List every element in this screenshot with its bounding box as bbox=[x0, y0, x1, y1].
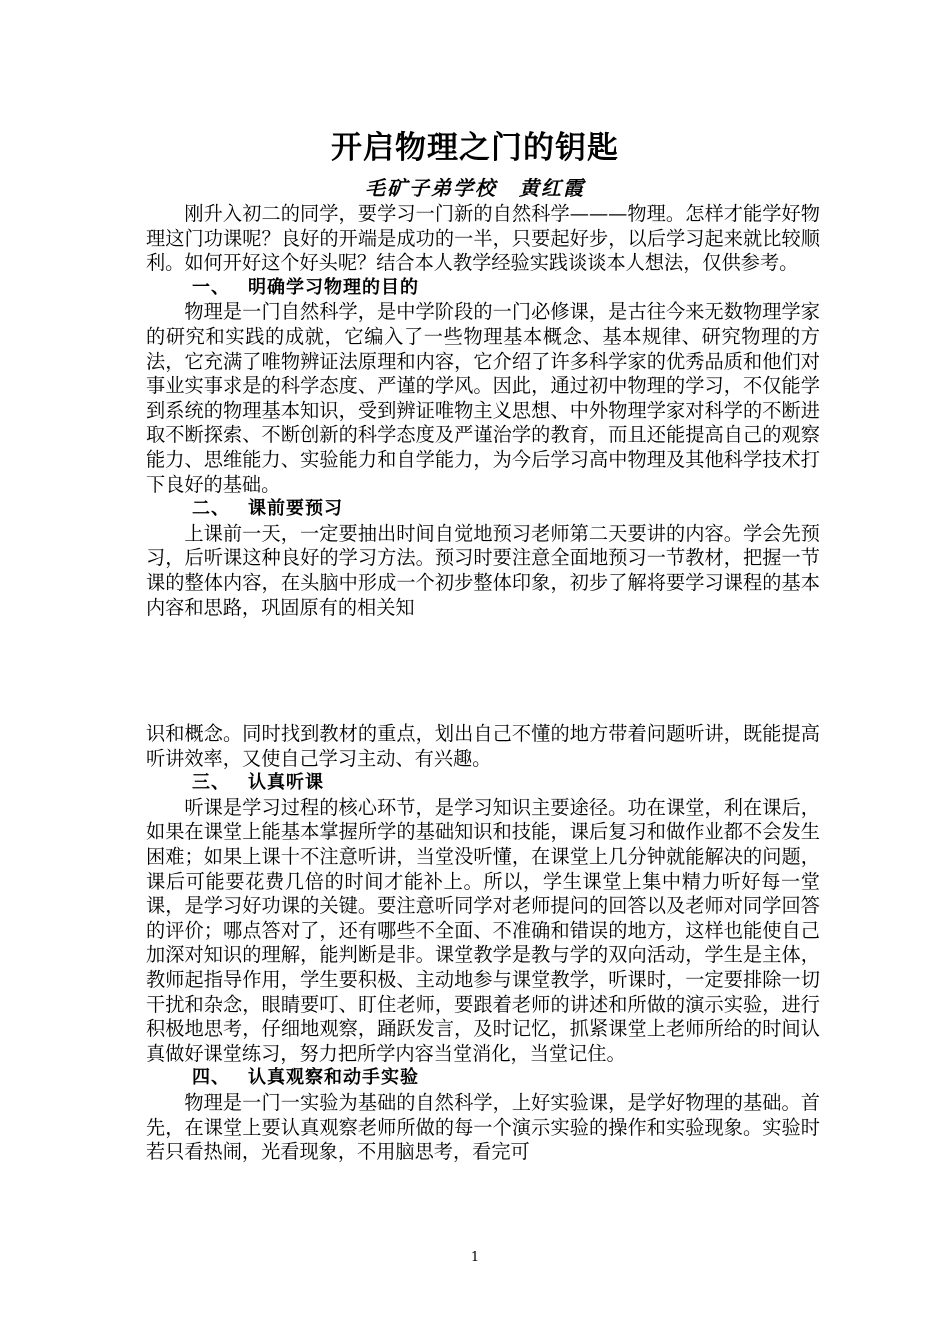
section-paragraph-2-continued: 识和概念。同时找到教材的重点，划出自己不懂的地方带着问题听讲，既能提高听讲效率，又使自己学习主动、有兴趣。 bbox=[146, 722, 820, 770]
section-number-2: 二、 bbox=[192, 498, 230, 520]
section-title-4: 认真观察和动手实验 bbox=[248, 1067, 419, 1089]
document-title: 开启物理之门的钥匙 bbox=[331, 130, 619, 166]
author-line: 毛矿子弟学校 黄红霞 bbox=[365, 176, 585, 200]
section-number-4: 四、 bbox=[192, 1067, 230, 1089]
section-title-3: 认真听课 bbox=[248, 772, 324, 794]
section-title-2: 课前要预习 bbox=[248, 498, 343, 520]
section-paragraph-1: 物理是一门自然科学，是中学阶段的一门必修课，是古往今来无数物理学家的研究和实践的成就，它编入了一些物理基本概念、基本规律、研究物理的方法，它充满了唯物辨证法原理和内容，它介绍了许多科学家的优秀品质和他们对事业实事求是的科学态度、严谨的学风。因此，通过初中物理的学习，不仅能学到系统的物理基本知识，受到辨证唯物主义思想、中外物理学家对科学的不断进取不断探索、不断创新的科学态度及严谨治学的教育，而且还能提高自己的观察能力、思维能力、实验能力和自学能力，为今后学习高中物理及其他科学技术打下良好的基础。 bbox=[146, 300, 820, 496]
section-heading-4 bbox=[146, 1066, 820, 1091]
section-number-3: 三、 bbox=[192, 772, 230, 794]
section-heading-3 bbox=[146, 771, 820, 796]
text-block-lower bbox=[146, 722, 820, 1165]
intro-paragraph: 刚升入初二的同学，要学习一门新的自然科学———物理。怎样才能学好物理这门功课呢？良好的开端是成功的一半，只要起好步，以后学习起来就比较顺利。如何开好这个好头呢？结合本人教学经验实践谈谈本人想法，仅供参考。 bbox=[146, 202, 820, 275]
text-block-upper bbox=[146, 202, 820, 620]
section-paragraph-4: 物理是一门一实验为基础的自然科学，上好实验课，是学好物理的基础。首先，在课堂上要认真观察老师所做的每一个演示实验的操作和实验现象。实验时若只看热闹，光看现象，不用脑思考，看完可 bbox=[146, 1090, 820, 1164]
section-heading-2 bbox=[146, 497, 820, 522]
section-paragraph-2: 上课前一天，一定要抽出时间自觉地预习老师第二天要讲的内容。学会先预习，后听课这种良好的学习方法。预习时要注意全面地预习一节教材，把握一节课的整体内容，在头脑中形成一个初步整体印象，初步了解将要学习课程的基本内容和思路，巩固原有的相关知 bbox=[146, 521, 820, 619]
section-title-1: 明确学习物理的目的 bbox=[248, 276, 419, 298]
section-number-1: 一、 bbox=[192, 276, 230, 298]
section-paragraph-3: 听课是学习过程的核心环节，是学习知识主要途径。功在课堂，利在课后，如果在课堂上能基本掌握所学的基础知识和技能，课后复习和做作业都不会发生困难；如果上课十不注意听讲，当堂没听懂，在课堂上几分钟就能解决的问题，课后可能要花费几倍的时间才能补上。所以，学生课堂上集中精力听好每一堂课，是学习好功课的关键。要注意听同学对老师提问的回答以及老师对同学回答的评价；哪点答对了，还有哪些不全面、不准确和错误的地方，这样也能使自己加深对知识的理解，能判断是非。课堂教学是教与学的双向活动，学生是主体，教师起指导作用，学生要积极、主动地参与课堂教学，听课时，一定要排除一切干扰和杂念，眼睛要叮、盯住老师，要跟着老师的讲述和所做的演示实验，进行积极地思考，仔细地观察，踊跃发言，及时记忆，抓紧课堂上老师所给的时间认真做好课堂练习，努力把所学内容当堂消化，当堂记住。 bbox=[146, 795, 820, 1065]
page-number: 1 bbox=[470, 1250, 480, 1265]
section-heading-1 bbox=[146, 276, 820, 301]
